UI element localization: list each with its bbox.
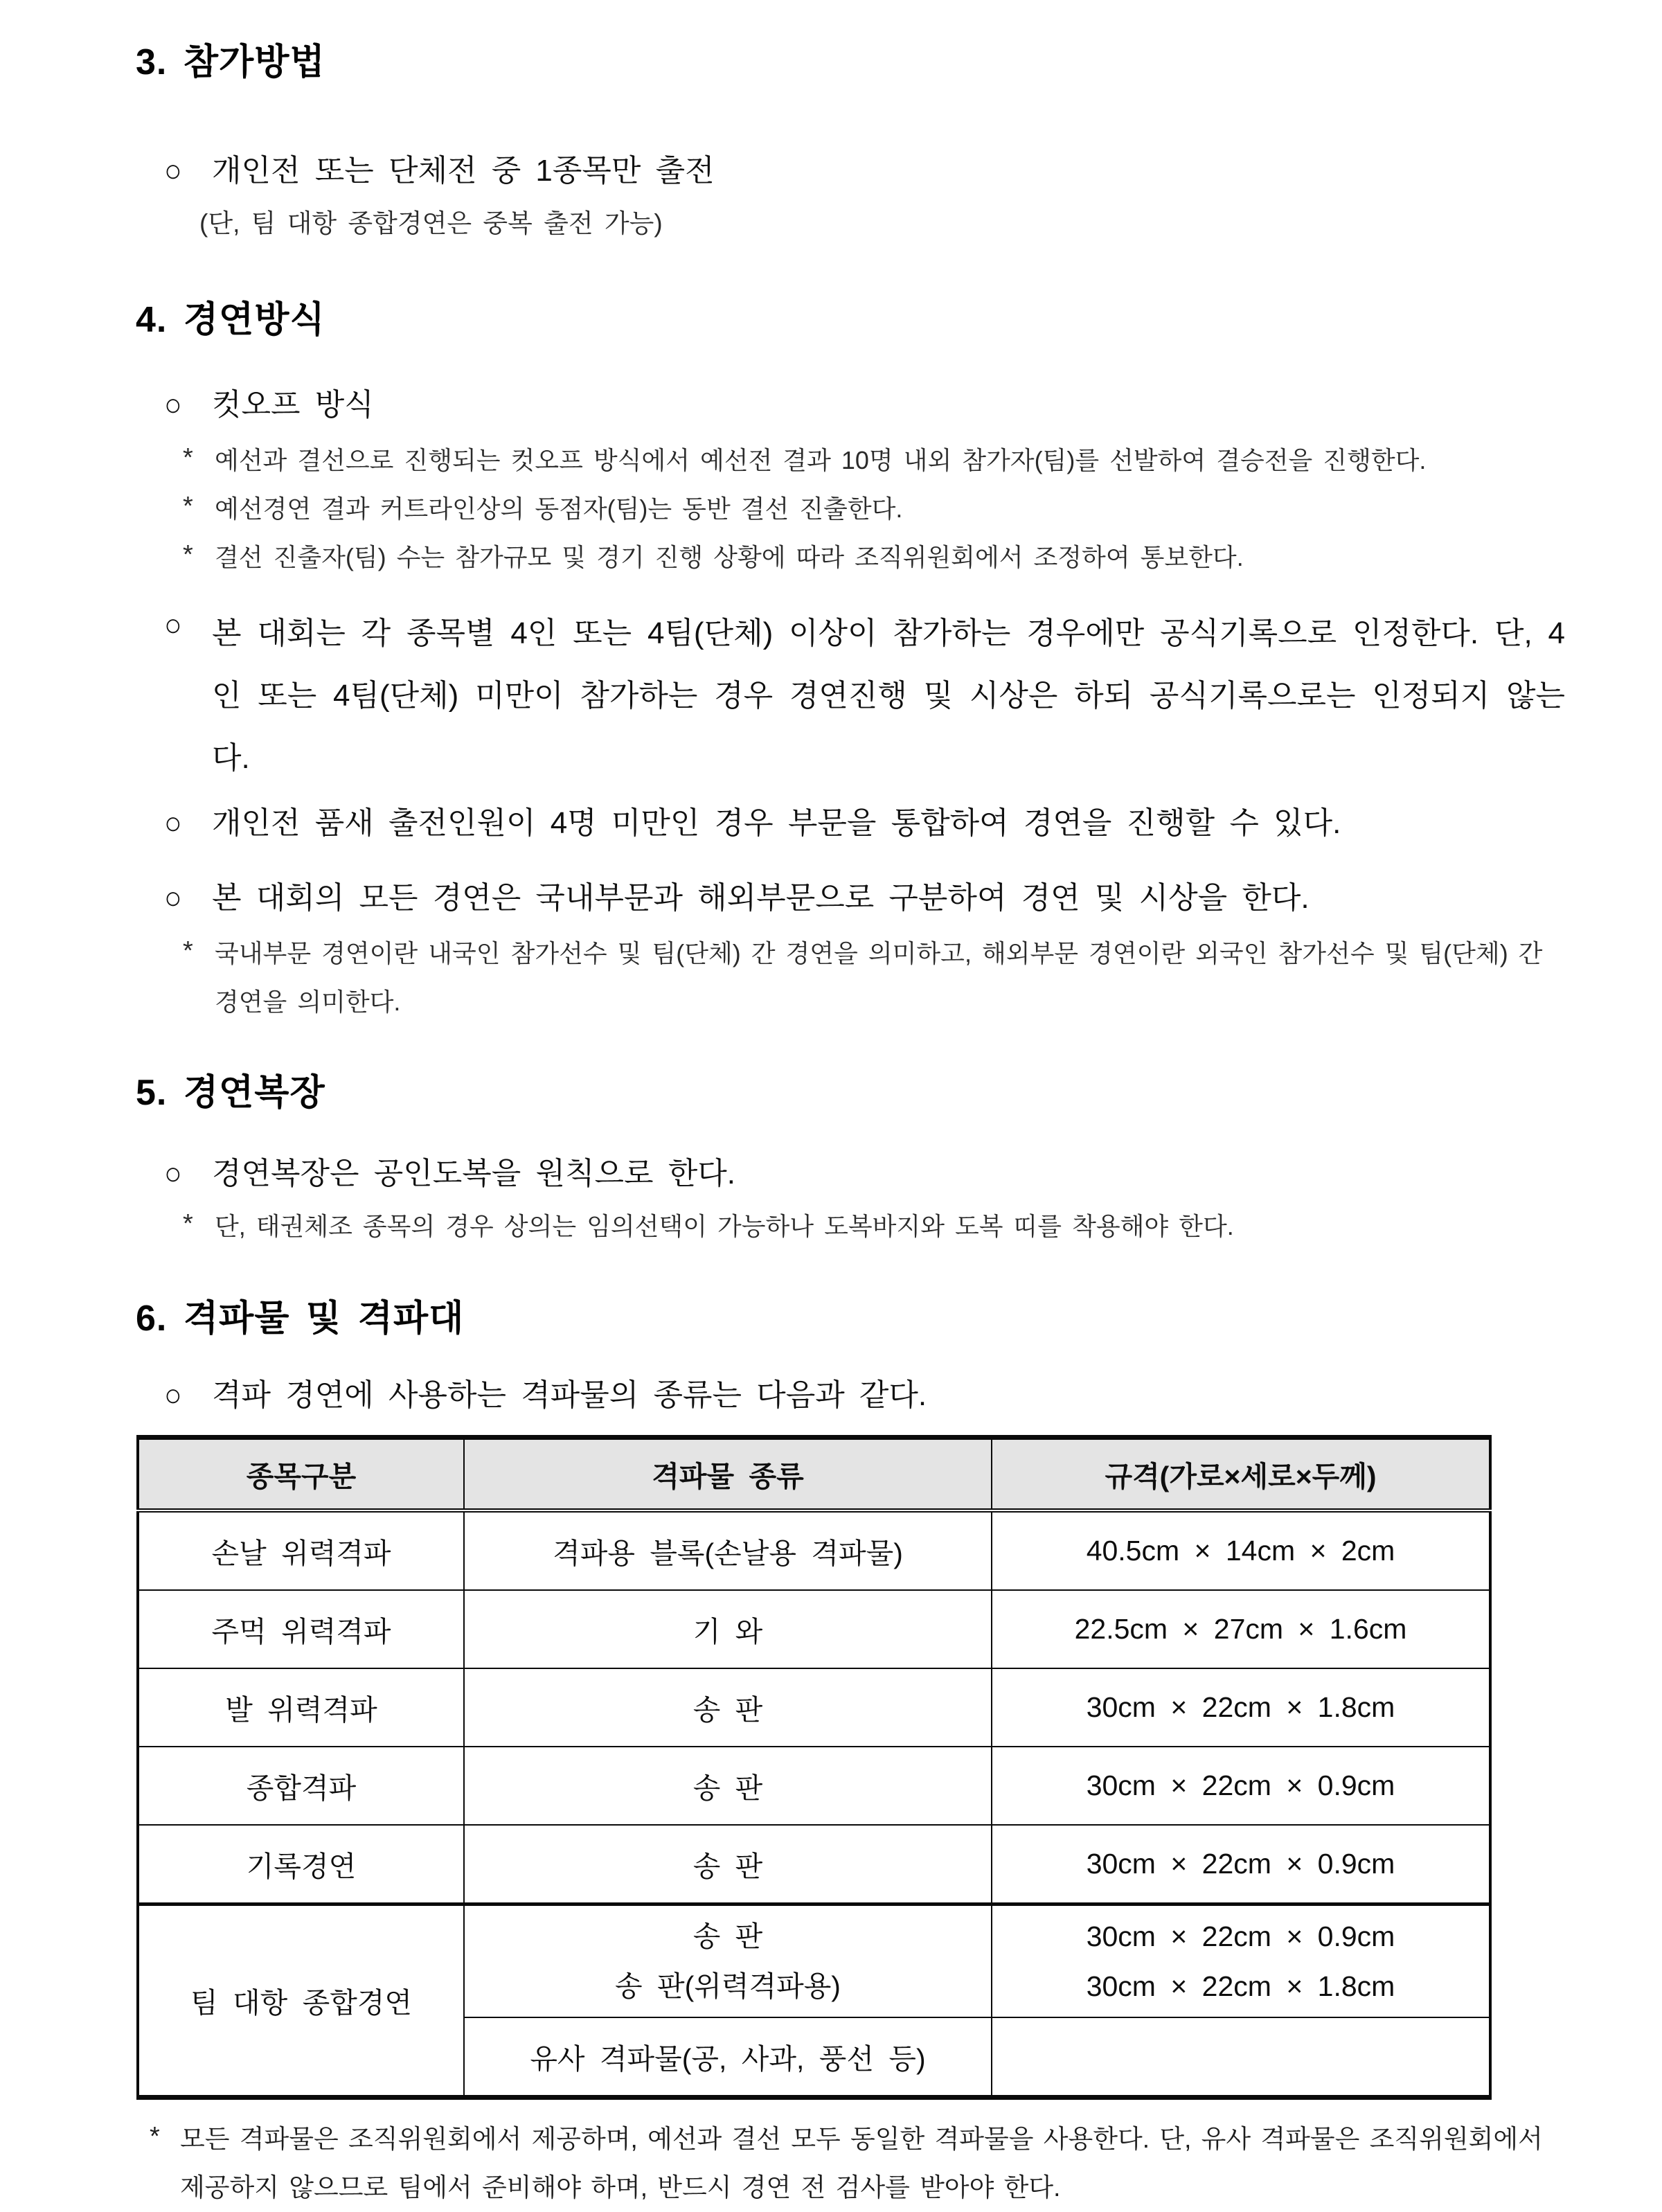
section4-note-1-text: 예선과 결선으로 진행되는 컷오프 방식에서 예선전 결과 10명 내외 참가자(팀)를 선발하여 결승전을 진행한다. bbox=[215, 446, 1427, 474]
material-line-2: 송 판(위력격파용) bbox=[615, 1970, 841, 2002]
table-row bbox=[138, 1747, 1490, 1825]
table-footnote-text: 모든 격파물은 조직위원회에서 제공하며, 예선과 결선 모두 동일한 격파물을 사용한다. 단, 유사 격파물은 조직위원회에서 제공하지 않으므로 팀에서 준비해야 하며, 반드시 경연 전 검사를 받아야 한다. bbox=[180, 2125, 1543, 2202]
table-footnote bbox=[136, 2115, 1565, 2212]
circle-bullet-icon: ○ bbox=[164, 880, 182, 916]
col-header-material: 격파물 종류 bbox=[464, 1438, 992, 1511]
section4-bullet-domestic-overseas bbox=[136, 875, 1565, 921]
cell-material: 송 판 bbox=[464, 1668, 992, 1747]
cell-size-empty bbox=[992, 2017, 1490, 2098]
section6-bullet-materials-text: 격파 경연에 사용하는 격파물의 종류는 다음과 같다. bbox=[212, 1378, 927, 1412]
section5-note-1-text: 단, 태권체조 종목의 경우 상의는 임의선택이 가능하나 도복바지와 도복 띠를 착용해야 한다. bbox=[215, 1212, 1234, 1240]
section4-bullet-official-record bbox=[136, 603, 1565, 790]
cell-material: 송 판 bbox=[464, 1747, 992, 1825]
document-content bbox=[136, 40, 1565, 2212]
cell-material-multi bbox=[464, 1905, 992, 2018]
asterisk-icon: * bbox=[183, 492, 193, 521]
section5-bullet-uniform-text: 경연복장은 공인도복을 원칙으로 한다. bbox=[212, 1157, 735, 1190]
section3-bullet-text: 개인전 또는 단체전 중 1종목만 출전 bbox=[212, 154, 715, 188]
section4-note-3 bbox=[136, 533, 1565, 582]
section4-note-2 bbox=[136, 485, 1565, 533]
section4-bullet-cutoff bbox=[136, 382, 1565, 428]
asterisk-icon: * bbox=[150, 2122, 160, 2151]
asterisk-icon: * bbox=[183, 936, 193, 965]
cell-material: 격파용 블록(손날용 격파물) bbox=[464, 1510, 992, 1590]
section4-bullet-cutoff-text: 컷오프 방식 bbox=[212, 388, 374, 422]
size-line-1: 30cm × 22cm × 0.9cm bbox=[1086, 1920, 1395, 1952]
asterisk-icon: * bbox=[183, 1209, 193, 1238]
section4-note-3-text: 결선 진출자(팀) 수는 참가규모 및 경기 진행 상황에 따라 조직위원회에서 조정하여 통보한다. bbox=[215, 543, 1244, 571]
circle-bullet-icon: ○ bbox=[164, 386, 182, 422]
table-merged-row-top bbox=[138, 1905, 1490, 2018]
section6-bullet-materials bbox=[136, 1373, 1565, 1418]
section4-bullet-poomsae-merge bbox=[136, 801, 1565, 846]
table-row bbox=[138, 1590, 1490, 1668]
col-header-size: 규격(가로×세로×두께) bbox=[992, 1438, 1490, 1511]
cell-size-multi bbox=[992, 1905, 1490, 2018]
section3-paren-note: (단, 팀 대항 종합경연은 중복 출전 가능) bbox=[199, 209, 663, 238]
section4-note-2-text: 예선경연 결과 커트라인상의 동점자(팀)는 동반 결선 진출한다. bbox=[215, 494, 903, 523]
section4-note-4 bbox=[136, 929, 1565, 1026]
section4-bullet-poomsae-merge-text: 개인전 품새 출전인원이 4명 미만인 경우 부문을 통합하여 경연을 진행할 수 있다. bbox=[212, 806, 1341, 840]
cell-material: 송 판 bbox=[464, 1825, 992, 1905]
breaking-materials-table bbox=[136, 1435, 1492, 2100]
cell-size: 40.5cm × 14cm × 2cm bbox=[992, 1510, 1490, 1590]
cell-category-merged: 팀 대항 종합경연 bbox=[138, 1905, 464, 2098]
material-line-1: 송 판 bbox=[692, 1920, 763, 1952]
circle-bullet-icon: ○ bbox=[164, 1377, 182, 1413]
circle-bullet-icon: ○ bbox=[164, 1155, 182, 1191]
section3-bullet-entry-rule bbox=[136, 148, 1565, 194]
cell-size: 30cm × 22cm × 0.9cm bbox=[992, 1747, 1490, 1825]
asterisk-icon: * bbox=[183, 540, 193, 569]
cell-material: 기 와 bbox=[464, 1590, 992, 1668]
section5-heading: 5. 경연복장 bbox=[136, 1073, 325, 1113]
cell-category: 주먹 위력격파 bbox=[138, 1590, 464, 1668]
table-row bbox=[138, 1668, 1490, 1747]
cell-category: 종합격파 bbox=[138, 1747, 464, 1825]
cell-size: 22.5cm × 27cm × 1.6cm bbox=[992, 1590, 1490, 1668]
section5-bullet-uniform bbox=[136, 1151, 1565, 1197]
cell-category: 발 위력격파 bbox=[138, 1668, 464, 1747]
section3-heading: 3. 참가방법 bbox=[136, 42, 325, 82]
section6-heading: 6. 격파물 및 격파대 bbox=[136, 1299, 465, 1339]
section4-note-1 bbox=[136, 436, 1565, 485]
table-header-row bbox=[138, 1438, 1490, 1511]
asterisk-icon: * bbox=[183, 443, 193, 472]
cell-category: 손날 위력격파 bbox=[138, 1510, 464, 1590]
col-header-category: 종목구분 bbox=[138, 1438, 464, 1511]
section4-heading: 4. 경연방식 bbox=[136, 300, 325, 340]
circle-bullet-icon: ○ bbox=[164, 152, 182, 188]
cell-category: 기록경연 bbox=[138, 1825, 464, 1905]
section4-note-4-text: 국내부문 경연이란 내국인 참가선수 및 팀(단체) 간 경연을 의미하고, 해외부문 경연이란 외국인 참가선수 및 팀(단체) 간 경연을 의미한다. bbox=[215, 939, 1543, 1016]
cell-size: 30cm × 22cm × 1.8cm bbox=[992, 1668, 1490, 1747]
table-row bbox=[138, 1825, 1490, 1905]
section5-note-1 bbox=[136, 1202, 1565, 1251]
circle-bullet-icon: ○ bbox=[164, 805, 182, 841]
section4-bullet-official-record-text: 본 대회는 각 종목별 4인 또는 4팀(단체) 이상이 참가하는 경우에만 공식기록으로 인정한다. 단, 4인 또는 4팀(단체) 미만이 참가하는 경우 경연진행 및 시상은 하되 공식기록으로는 인정되지 않는다. bbox=[212, 616, 1565, 775]
cell-material-similar: 유사 격파물(공, 사과, 풍선 등) bbox=[464, 2017, 992, 2098]
section4-bullet-domestic-overseas-text: 본 대회의 모든 경연은 국내부문과 해외부문으로 구분하여 경연 및 시상을 한다. bbox=[212, 881, 1310, 915]
table-row bbox=[138, 1510, 1490, 1590]
cell-size: 30cm × 22cm × 0.9cm bbox=[992, 1825, 1490, 1905]
size-line-2: 30cm × 22cm × 1.8cm bbox=[1086, 1970, 1395, 2002]
circle-bullet-icon: ○ bbox=[164, 607, 182, 643]
